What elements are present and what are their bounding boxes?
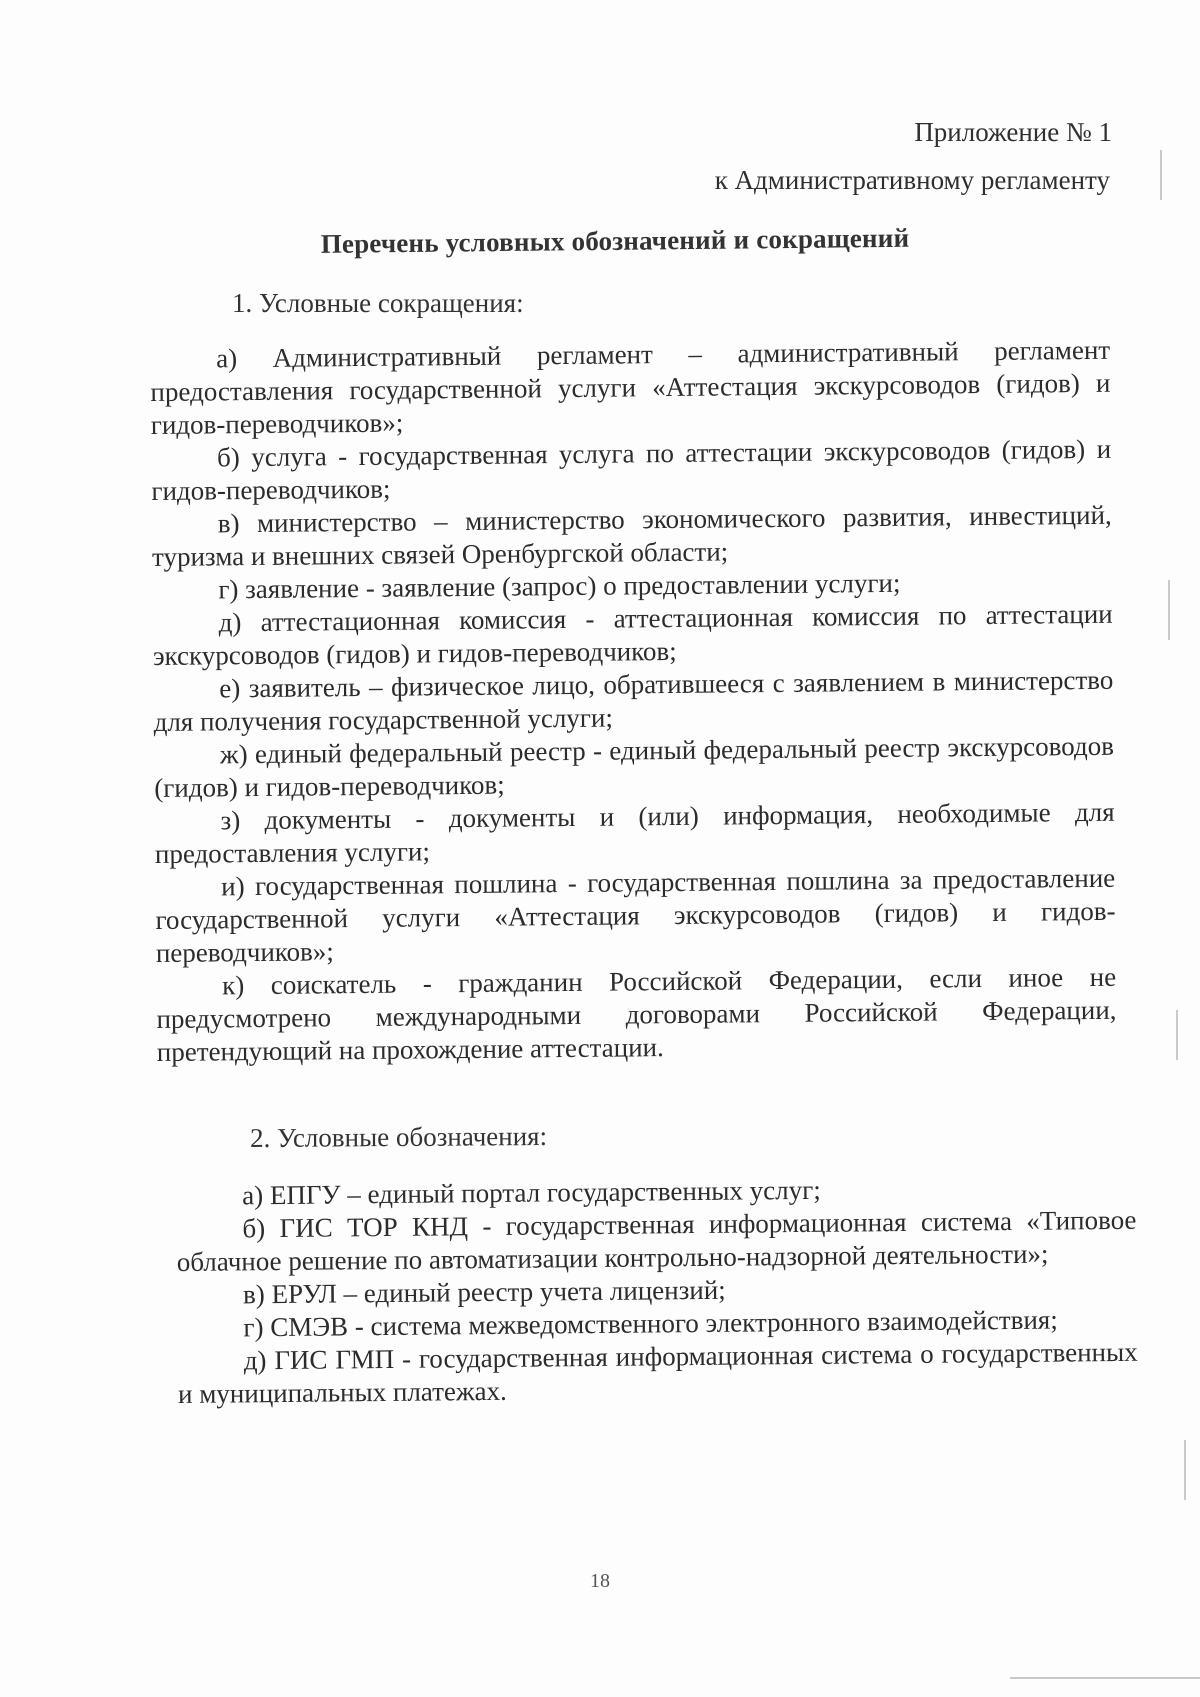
list-item: в) ЕРУЛ – единый реестр учета лицензий; <box>242 1274 726 1310</box>
list-item: г) СМЭВ - система межведомственного электронного взаимодействия; <box>243 1304 1058 1343</box>
list-item: к) соискатель - гражданин Российской Федерации, если иное не предусмотрено международными договорами Российской Федерации, претендующий на прохождение аттестации. <box>156 961 1117 1067</box>
section1-list <box>150 334 1117 1069</box>
list-item: а) ЕПГУ – единый портал государственных услуг; <box>242 1174 821 1211</box>
scan-edge-mark <box>1160 150 1162 200</box>
scan-bottom-rule <box>1010 1677 1200 1679</box>
list-item: г) заявление - заявление (запрос) о предоставлении услуги; <box>218 567 901 605</box>
scan-edge-mark <box>1168 580 1170 640</box>
section2-heading: 2. Условные обозначения: <box>249 1120 548 1154</box>
scan-edge-mark <box>1184 1440 1186 1500</box>
list-item: и) государственная пошлина - государственная пошлина за предоставление государственной услуги «Аттестация экскурсоводов (гидов) и гидов-переводчиков»; <box>155 862 1116 968</box>
scan-edge-mark <box>1176 1010 1178 1060</box>
appendix-reference: к Административному регламенту <box>714 165 1110 195</box>
list-item: б) ГИС ТОР КНД - государственная информационная система «Типовое облачное решение по автоматизации контрольно-надзорной деятельности»; <box>176 1204 1137 1277</box>
appendix-label: Приложение № 1 <box>914 117 1112 147</box>
section2-list <box>176 1171 1138 1411</box>
list-item: б) услуга - государственная услуга по аттестации экскурсоводов (гидов) и гидов-переводчиков; <box>151 433 1112 506</box>
document-title: Перечень условных обозначений и сокращений <box>320 222 910 259</box>
list-item: е) заявитель – физическое лицо, обратившееся с заявлением в министерство для получения государственной услуги; <box>153 664 1114 737</box>
list-item: д) аттестационная комиссия - аттестационная комиссия по аттестации экскурсоводов (гидов) и гидов-переводчиков; <box>152 598 1113 671</box>
list-item: д) ГИС ГМП - государственная информационная система о государственных и муниципальных платежах. <box>177 1336 1138 1409</box>
list-item: з) документы - документы и (или) информация, необходимые для предоставления услуги; <box>154 796 1115 869</box>
page-number: 18 <box>590 1570 610 1592</box>
list-item: а) Административный регламент – административный регламент предоставления государственной услуги «Аттестация экскурсоводов (гидов) и гидов-переводчиков»; <box>150 334 1111 440</box>
section1-heading: 1. Условные сокращения: <box>232 288 524 318</box>
list-item: в) министерство – министерство экономического развития, инвестиций, туризма и внешних связей Оренбургской области; <box>151 499 1112 572</box>
list-item: ж) единый федеральный реестр - единый федеральный реестр экскурсоводов (гидов) и гидов-переводчиков; <box>154 730 1115 803</box>
